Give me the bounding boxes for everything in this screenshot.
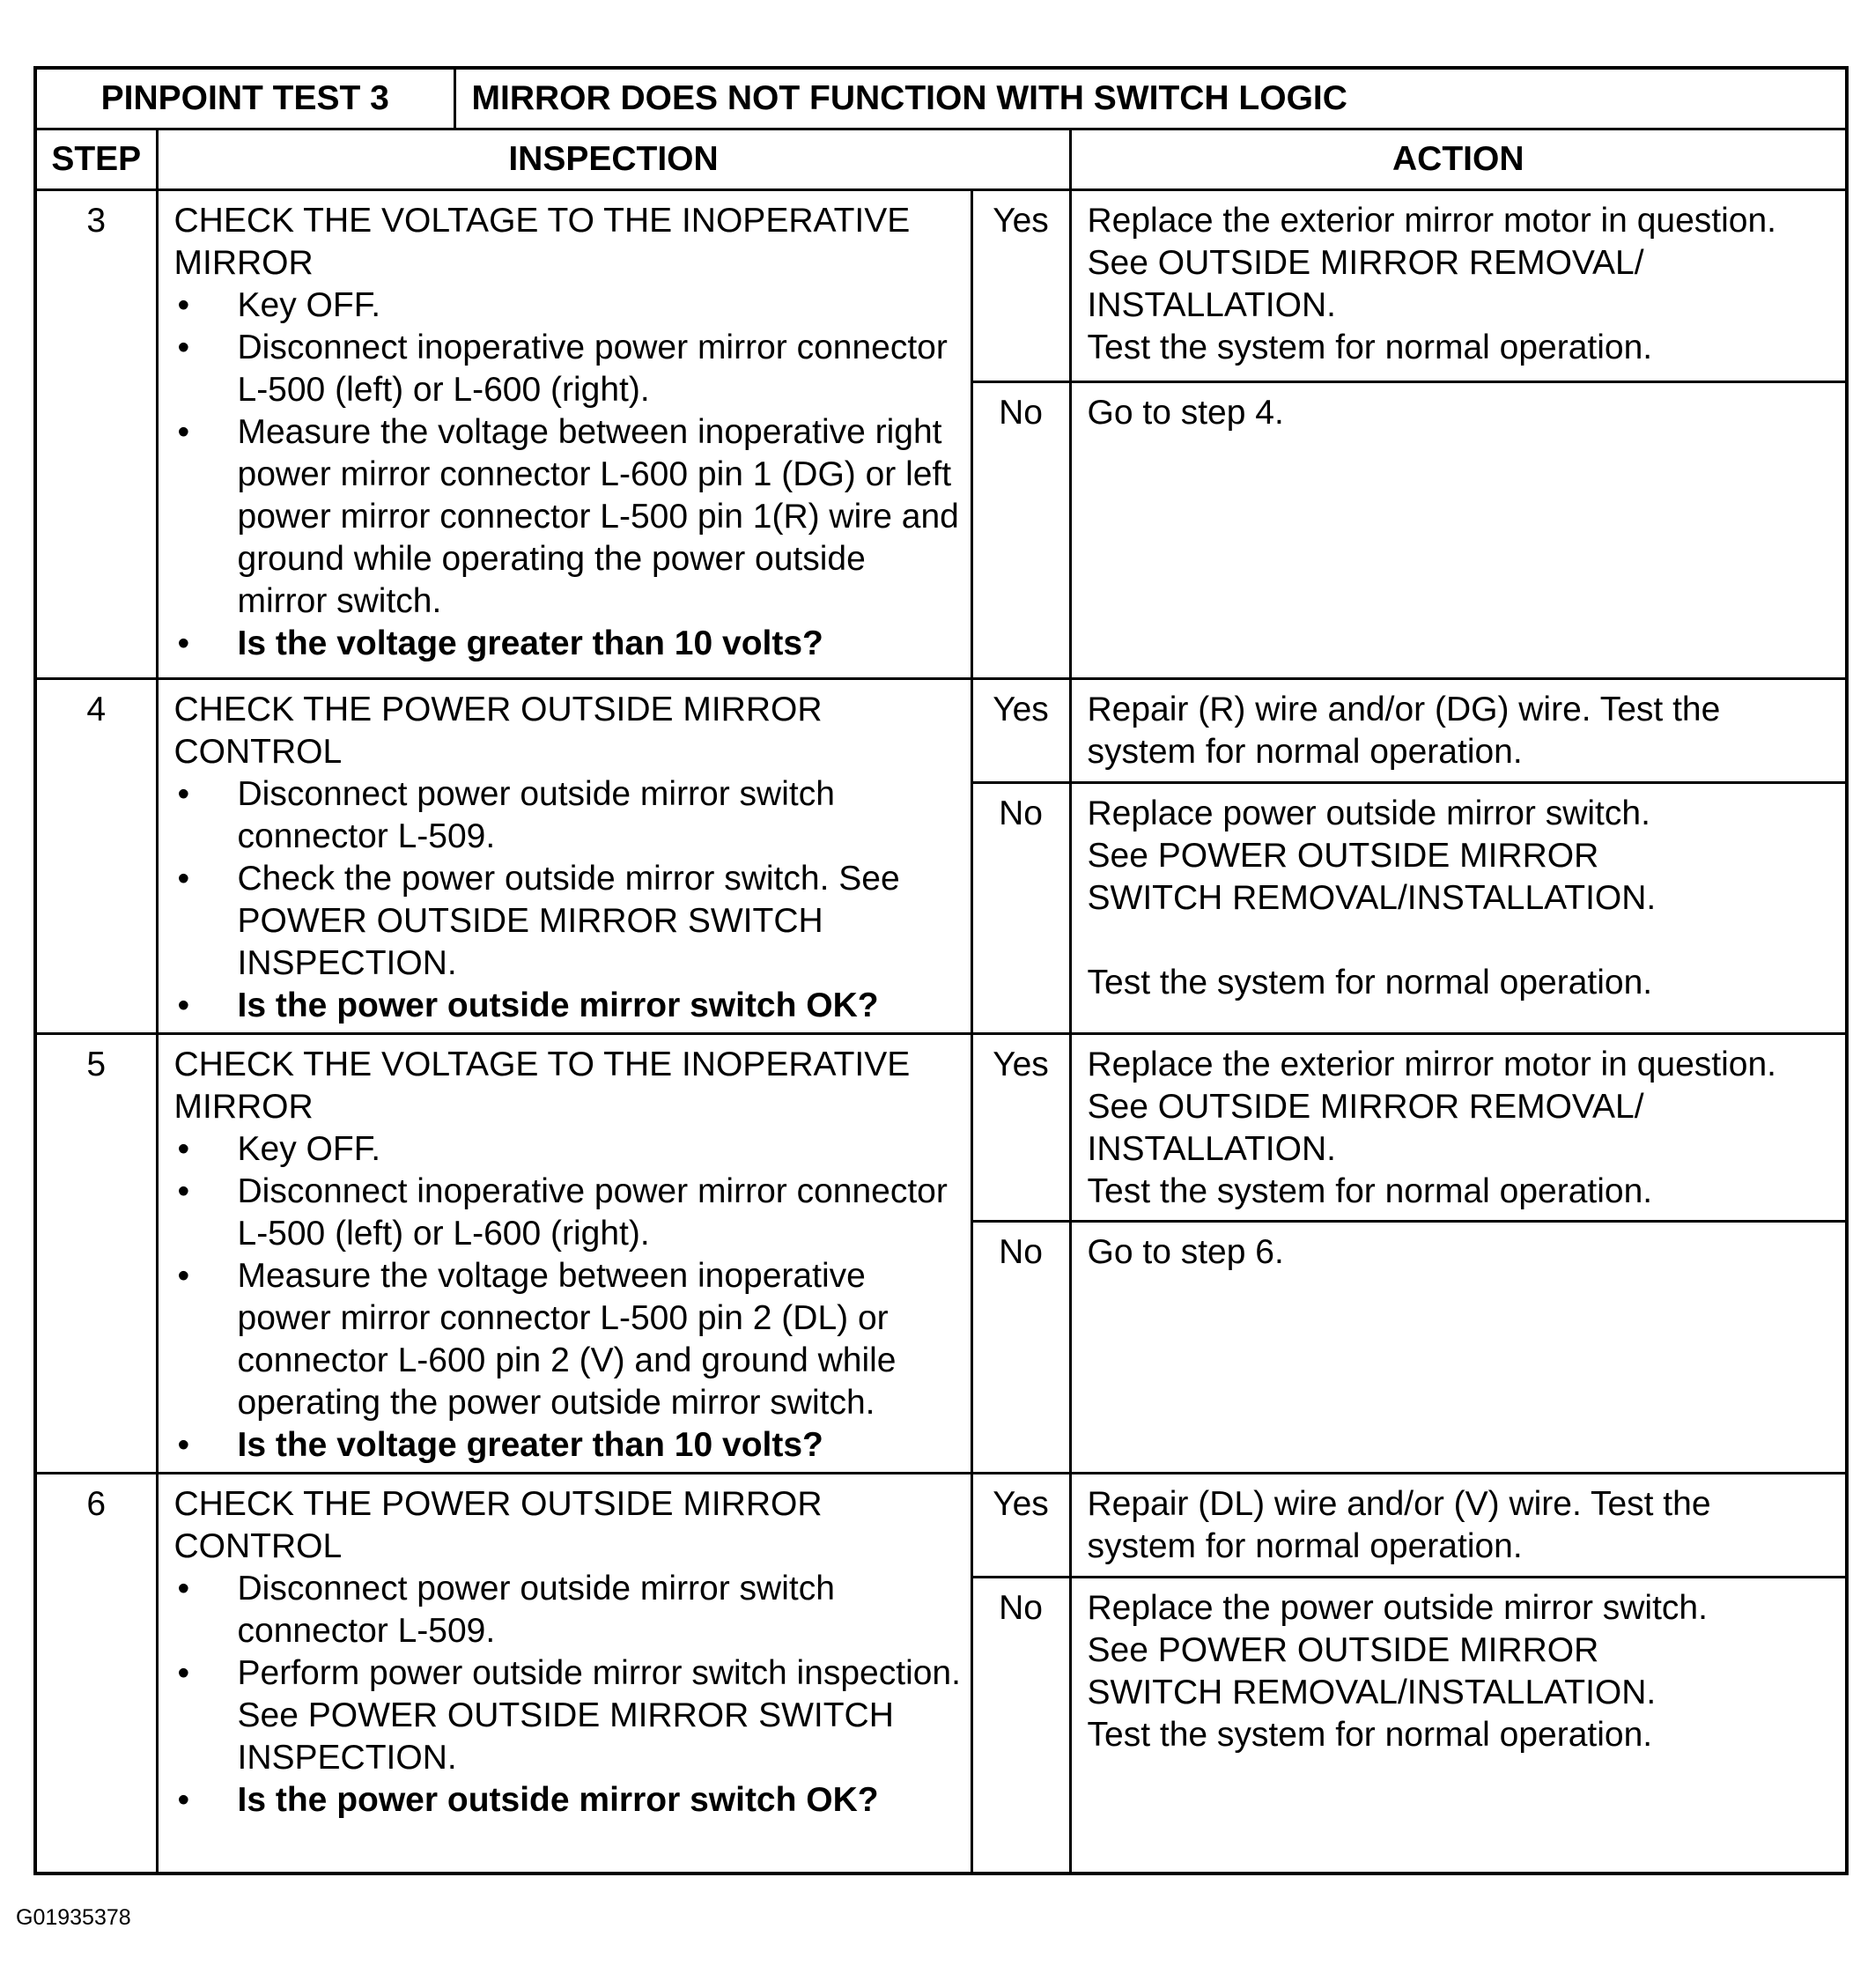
action-line: Replace the exterior mirror motor in question. <box>1087 202 1776 240</box>
action-line: Replace the exterior mirror motor in question. <box>1087 1046 1776 1083</box>
step-number: 5 <box>35 1034 157 1474</box>
no-action <box>1070 1221 1847 1473</box>
figure-id: G01935378 <box>16 1905 131 1930</box>
inspection-cell <box>157 1034 971 1474</box>
action-column-header: ACTION <box>1070 129 1847 190</box>
action-line: SWITCH REMOVAL/INSTALLATION. <box>1087 879 1657 917</box>
step-row <box>35 1474 1847 1578</box>
step-row <box>35 190 1847 382</box>
yes-action <box>1070 190 1847 382</box>
inspection-cell <box>157 679 971 1034</box>
action-line: Replace power outside mirror switch. <box>1087 794 1650 832</box>
inspection-bullet <box>174 1171 962 1255</box>
action-line: Repair (DL) wire and/or (V) wire. Test the <box>1087 1485 1711 1523</box>
inspection-title: CONTROL <box>173 733 343 771</box>
test-label: PINPOINT TEST 3 <box>35 68 454 129</box>
bullet-text: Disconnect inoperative power mirror connector L-500 (left) or L-600 (right). <box>237 1172 948 1253</box>
bullet-marker: • <box>177 1570 190 1607</box>
action-gap <box>1088 920 1837 962</box>
action-line: Go to step 4. <box>1087 394 1284 432</box>
inspection-bullet <box>174 1255 962 1424</box>
inspection-title: CHECK THE VOLTAGE TO THE INOPERATIVE <box>173 1046 911 1083</box>
yes-action <box>1070 1474 1847 1578</box>
yes-action <box>1070 679 1847 783</box>
inspection-column-header: INSPECTION <box>157 129 1070 190</box>
bullet-marker: • <box>177 286 190 324</box>
bullet-marker: • <box>177 1654 190 1692</box>
yes-label: Yes <box>971 679 1070 783</box>
bullet-text: Perform power outside mirror switch inspection. See POWER OUTSIDE MIRROR SWITCH INSPECTION. <box>237 1654 961 1777</box>
step-row <box>35 1034 1847 1222</box>
column-header-row <box>35 129 1847 190</box>
inspection-bullet <box>174 1128 962 1171</box>
bullet-text: Key OFF. <box>237 286 381 324</box>
question-text: Is the voltage greater than 10 volts? <box>237 624 823 662</box>
question-text: Is the power outside mirror switch OK? <box>237 1781 879 1819</box>
step-row <box>35 679 1847 783</box>
inspection-question <box>174 623 962 665</box>
bullet-marker: • <box>177 987 190 1024</box>
bullet-marker: • <box>177 1130 190 1168</box>
inspection-question <box>174 985 962 1027</box>
no-label: No <box>971 1578 1070 1873</box>
action-line: Test the system for normal operation. <box>1087 1172 1653 1210</box>
yes-label: Yes <box>971 1474 1070 1578</box>
step-number: 6 <box>35 1474 157 1873</box>
inspection-question <box>174 1424 962 1467</box>
inspection-bullet <box>174 773 962 858</box>
bullet-marker: • <box>177 413 190 451</box>
no-action <box>1070 382 1847 679</box>
inspection-title: MIRROR <box>173 1088 314 1126</box>
bullet-text: Measure the voltage between inoperative right power mirror connector L-600 pin 1 (DG) or left power mirror connector L-500 pin 1(R) wire and ground while operating the power outside mirror switch. <box>237 413 959 620</box>
bullet-text: Disconnect power outside mirror switch connector L-509. <box>237 775 835 855</box>
bullet-text: Key OFF. <box>237 1130 381 1168</box>
bullet-text: Measure the voltage between inoperative power mirror connector L-500 pin 2 (DL) or connector L-600 pin 2 (V) and ground while operating the power outside mirror switch. <box>237 1257 897 1422</box>
action-line: Go to step 6. <box>1087 1232 1284 1271</box>
bullet-text: Check the power outside mirror switch. See POWER OUTSIDE MIRROR SWITCH INSPECTION. <box>237 860 900 982</box>
yes-label: Yes <box>971 1034 1070 1222</box>
bullet-marker: • <box>177 1257 190 1295</box>
yes-action <box>1070 1034 1847 1222</box>
action-line: See POWER OUTSIDE MIRROR <box>1087 1631 1599 1669</box>
no-label: No <box>971 1221 1070 1473</box>
action-line: Test the system for normal operation. <box>1087 964 1653 1001</box>
test-header-row <box>35 68 1847 129</box>
bullet-text: Disconnect power outside mirror switch connector L-509. <box>237 1570 835 1650</box>
bullet-marker: • <box>177 775 190 813</box>
bullet-marker: • <box>177 860 190 898</box>
yes-label: Yes <box>971 190 1070 382</box>
bullet-text: Disconnect inoperative power mirror connector L-500 (left) or L-600 (right). <box>237 329 948 409</box>
bullet-marker: • <box>177 1781 190 1819</box>
bullet-marker: • <box>177 329 190 366</box>
question-text: Is the voltage greater than 10 volts? <box>237 1426 823 1464</box>
no-label: No <box>971 382 1070 679</box>
step-number: 3 <box>35 190 157 679</box>
no-action <box>1070 783 1847 1034</box>
pinpoint-test-table <box>33 66 1849 1875</box>
action-line: See POWER OUTSIDE MIRROR <box>1087 837 1599 875</box>
inspection-title: CHECK THE VOLTAGE TO THE INOPERATIVE <box>173 202 911 240</box>
inspection-bullet <box>174 858 962 985</box>
step-number: 4 <box>35 679 157 1034</box>
inspection-bullet <box>174 1652 962 1779</box>
action-line: Replace the power outside mirror switch. <box>1087 1589 1708 1627</box>
no-action <box>1070 1578 1847 1873</box>
action-line: INSTALLATION. <box>1087 286 1336 324</box>
inspection-title: CHECK THE POWER OUTSIDE MIRROR <box>173 1485 823 1523</box>
inspection-title: CONTROL <box>173 1527 343 1565</box>
bullet-marker: • <box>177 1172 190 1210</box>
bullet-marker: • <box>177 1426 190 1464</box>
inspection-bullet <box>174 1568 962 1652</box>
inspection-title: CHECK THE POWER OUTSIDE MIRROR <box>173 691 823 728</box>
action-line: SWITCH REMOVAL/INSTALLATION. <box>1087 1674 1657 1711</box>
action-line: See OUTSIDE MIRROR REMOVAL/ <box>1087 244 1644 282</box>
inspection-cell <box>157 1474 971 1873</box>
inspection-question <box>174 1779 962 1822</box>
step-column-header: STEP <box>35 129 157 190</box>
action-line: system for normal operation. <box>1087 1527 1523 1565</box>
question-text: Is the power outside mirror switch OK? <box>237 987 879 1024</box>
action-line: See OUTSIDE MIRROR REMOVAL/ <box>1087 1088 1644 1126</box>
inspection-title: MIRROR <box>173 244 314 282</box>
inspection-bullet <box>174 411 962 623</box>
bullet-marker: • <box>177 624 190 662</box>
action-line: Test the system for normal operation. <box>1087 329 1653 366</box>
inspection-bullet <box>174 285 962 327</box>
action-line: Repair (R) wire and/or (DG) wire. Test the <box>1087 691 1721 728</box>
inspection-cell <box>157 190 971 679</box>
no-label: No <box>971 783 1070 1034</box>
action-line: Test the system for normal operation. <box>1087 1716 1653 1754</box>
action-line: system for normal operation. <box>1087 733 1523 771</box>
inspection-bullet <box>174 327 962 411</box>
test-title: MIRROR DOES NOT FUNCTION WITH SWITCH LOGIC <box>454 68 1847 129</box>
action-line: INSTALLATION. <box>1087 1130 1336 1168</box>
